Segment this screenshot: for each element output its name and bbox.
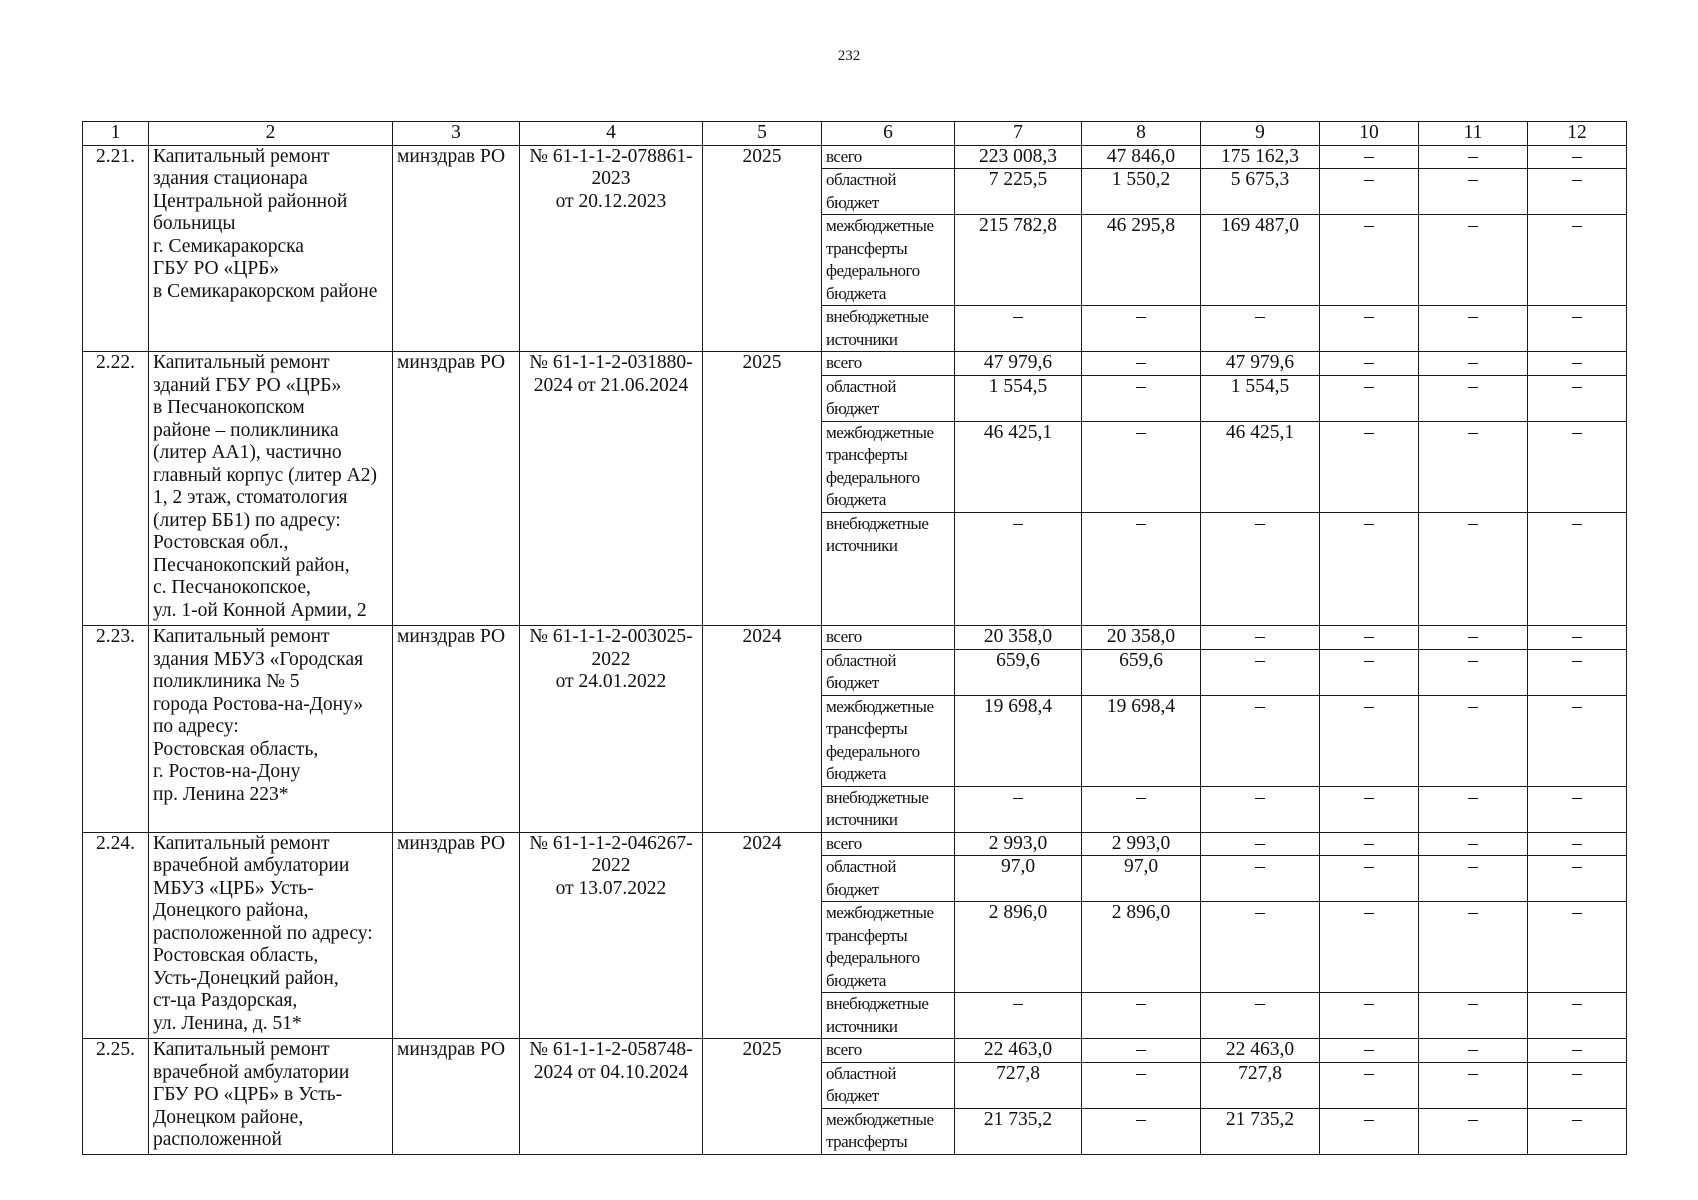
- responsible-executor: минздрав РО: [393, 352, 520, 626]
- amount-cell: –: [1320, 169, 1419, 215]
- funding-row: [83, 1039, 1627, 1063]
- amount-cell: 19 698,4: [955, 695, 1082, 786]
- amount-cell: 22 463,0: [1201, 1039, 1320, 1063]
- amount-cell: –: [1528, 626, 1627, 650]
- item-number: 2.24.: [83, 832, 149, 1039]
- amount-cell: –: [1419, 832, 1528, 856]
- column-number: 6: [822, 122, 955, 146]
- funding-row: [83, 832, 1627, 856]
- amount-cell: –: [955, 512, 1082, 626]
- amount-cell: 21 735,2: [955, 1108, 1082, 1154]
- amount-cell: 97,0: [1082, 856, 1201, 902]
- amount-cell: 46 425,1: [1201, 421, 1320, 512]
- amount-cell: –: [1320, 1062, 1419, 1108]
- amount-cell: –: [1419, 169, 1528, 215]
- amount-cell: –: [1201, 902, 1320, 993]
- amount-cell: –: [1082, 375, 1201, 421]
- column-number: 10: [1320, 122, 1419, 146]
- amount-cell: –: [1419, 786, 1528, 832]
- amount-cell: –: [1528, 832, 1627, 856]
- amount-cell: –: [1419, 695, 1528, 786]
- amount-cell: 1 550,2: [1082, 169, 1201, 215]
- item-number: 2.23.: [83, 626, 149, 833]
- funding-source-label: всего: [826, 833, 862, 853]
- amount-cell: –: [1528, 993, 1627, 1039]
- amount-cell: 215 782,8: [955, 215, 1082, 306]
- funding-source-label: областной бюджет: [826, 650, 896, 692]
- funding-source-label: внебюджетные источники: [826, 307, 929, 349]
- amount-cell: –: [1082, 421, 1201, 512]
- amount-cell: 223 008,3: [955, 145, 1082, 169]
- amount-cell: –: [1082, 1039, 1201, 1063]
- completion-year: 2025: [703, 1039, 822, 1155]
- amount-cell: –: [1082, 306, 1201, 352]
- amount-cell: 2 993,0: [1082, 832, 1201, 856]
- amount-cell: –: [1419, 902, 1528, 993]
- amount-cell: 20 358,0: [955, 626, 1082, 650]
- amount-cell: –: [1419, 1062, 1528, 1108]
- amount-cell: –: [1320, 626, 1419, 650]
- amount-cell: –: [1528, 1062, 1627, 1108]
- amount-cell: 7 225,5: [955, 169, 1082, 215]
- funding-source: [822, 856, 955, 902]
- funding-source: [822, 421, 955, 512]
- funding-source: [822, 512, 955, 626]
- amount-cell: –: [1320, 512, 1419, 626]
- funding-source: [822, 169, 955, 215]
- funding-source: [822, 306, 955, 352]
- funding-source: [822, 993, 955, 1039]
- amount-cell: –: [1528, 145, 1627, 169]
- amount-cell: –: [1419, 512, 1528, 626]
- amount-cell: 21 735,2: [1201, 1108, 1320, 1154]
- amount-cell: –: [1082, 512, 1201, 626]
- responsible-executor: минздрав РО: [393, 626, 520, 833]
- funding-source: [822, 145, 955, 169]
- funding-source-label: областной бюджет: [826, 376, 896, 418]
- amount-cell: –: [1419, 421, 1528, 512]
- responsible-executor: минздрав РО: [393, 832, 520, 1039]
- item-name: Капитальный ремонт врачебной амбулатории МБУЗ «ЦРБ» Усть- Донецкого района, расположенной по адресу: Ростовская область, Усть-Донецкий район, ст-ца Раздорская, ул. Ленина, д. 51*: [149, 832, 393, 1039]
- amount-cell: –: [1320, 306, 1419, 352]
- funding-source: [822, 626, 955, 650]
- amount-cell: –: [1528, 169, 1627, 215]
- column-number-row: [83, 122, 1627, 146]
- column-number: 11: [1419, 122, 1528, 146]
- column-number: 1: [83, 122, 149, 146]
- amount-cell: –: [1528, 1039, 1627, 1063]
- amount-cell: 659,6: [1082, 649, 1201, 695]
- amount-cell: 19 698,4: [1082, 695, 1201, 786]
- amount-cell: –: [1320, 856, 1419, 902]
- amount-cell: 169 487,0: [1201, 215, 1320, 306]
- amount-cell: –: [1528, 856, 1627, 902]
- amount-cell: –: [1419, 375, 1528, 421]
- page-number: 232: [837, 48, 861, 64]
- amount-cell: 727,8: [955, 1062, 1082, 1108]
- amount-cell: –: [1320, 993, 1419, 1039]
- funding-source-label: областной бюджет: [826, 170, 896, 212]
- item-name: Капитальный ремонт здания МБУЗ «Городская поликлиника № 5 города Ростова-на-Дону» по адресу: Ростовская область, г. Ростов-на-Дону пр. Ленина 223*: [149, 626, 393, 833]
- funding-source-label: межбюджетные трансферты федерального бюджета: [826, 422, 934, 509]
- amount-cell: 2 896,0: [955, 902, 1082, 993]
- funding-source: [822, 902, 955, 993]
- funding-source: [822, 375, 955, 421]
- amount-cell: –: [1419, 856, 1528, 902]
- amount-cell: –: [1419, 626, 1528, 650]
- funding-source: [822, 352, 955, 376]
- amount-cell: 2 896,0: [1082, 902, 1201, 993]
- funding-row: [83, 626, 1627, 650]
- amount-cell: –: [1528, 421, 1627, 512]
- column-number: 2: [149, 122, 393, 146]
- amount-cell: 727,8: [1201, 1062, 1320, 1108]
- amount-cell: 47 979,6: [955, 352, 1082, 376]
- amount-cell: 22 463,0: [955, 1039, 1082, 1063]
- funding-row: [83, 352, 1627, 376]
- amount-cell: –: [1201, 626, 1320, 650]
- item-number: 2.25.: [83, 1039, 149, 1155]
- amount-cell: 20 358,0: [1082, 626, 1201, 650]
- document-number: № 61-1-1-2-031880- 2024 от 21.06.2024: [520, 352, 703, 626]
- amount-cell: –: [1320, 1039, 1419, 1063]
- funding-source-label: областной бюджет: [826, 857, 896, 899]
- responsible-executor: минздрав РО: [393, 1039, 520, 1155]
- amount-cell: –: [1528, 649, 1627, 695]
- amount-cell: –: [1320, 902, 1419, 993]
- funding-source: [822, 649, 955, 695]
- amount-cell: 2 993,0: [955, 832, 1082, 856]
- funding-source: [822, 832, 955, 856]
- funding-source-label: внебюджетные источники: [826, 994, 929, 1036]
- amount-cell: 175 162,3: [1201, 145, 1320, 169]
- amount-cell: –: [1320, 695, 1419, 786]
- funding-source-label: всего: [826, 146, 862, 166]
- amount-cell: –: [1320, 215, 1419, 306]
- amount-cell: –: [1528, 215, 1627, 306]
- item-number: 2.21.: [83, 145, 149, 352]
- column-number: 5: [703, 122, 822, 146]
- funding-source-label: внебюджетные источники: [826, 513, 929, 555]
- amount-cell: –: [1419, 145, 1528, 169]
- amount-cell: –: [1419, 1108, 1528, 1154]
- amount-cell: –: [1082, 993, 1201, 1039]
- amount-cell: –: [1528, 352, 1627, 376]
- completion-year: 2025: [703, 352, 822, 626]
- item-number: 2.22.: [83, 352, 149, 626]
- funding-source: [822, 1062, 955, 1108]
- funding-source-label: всего: [826, 1040, 862, 1059]
- amount-cell: –: [1201, 512, 1320, 626]
- funding-source-label: всего: [826, 627, 862, 646]
- column-number: 3: [393, 122, 520, 146]
- amount-cell: –: [1419, 1039, 1528, 1063]
- funding-row: [83, 145, 1627, 169]
- amount-cell: –: [1528, 786, 1627, 832]
- amount-cell: 46 295,8: [1082, 215, 1201, 306]
- amount-cell: –: [955, 993, 1082, 1039]
- amount-cell: –: [1419, 649, 1528, 695]
- amount-cell: –: [1528, 1108, 1627, 1154]
- column-number: 9: [1201, 122, 1320, 146]
- amount-cell: –: [1082, 1062, 1201, 1108]
- amount-cell: –: [1082, 352, 1201, 376]
- amount-cell: –: [1201, 786, 1320, 832]
- amount-cell: –: [1320, 375, 1419, 421]
- funding-source: [822, 215, 955, 306]
- funding-source-label: внебюджетные источники: [826, 787, 929, 829]
- amount-cell: –: [1419, 306, 1528, 352]
- amount-cell: –: [1528, 512, 1627, 626]
- amount-cell: 1 554,5: [1201, 375, 1320, 421]
- amount-cell: –: [1201, 649, 1320, 695]
- funding-source-label: межбюджетные трансферты: [826, 1109, 934, 1151]
- amount-cell: –: [1528, 695, 1627, 786]
- amount-cell: –: [1320, 832, 1419, 856]
- amount-cell: 46 425,1: [955, 421, 1082, 512]
- amount-cell: –: [1201, 306, 1320, 352]
- amount-cell: –: [1419, 993, 1528, 1039]
- completion-year: 2024: [703, 832, 822, 1039]
- column-number: 4: [520, 122, 703, 146]
- responsible-executor: минздрав РО: [393, 145, 520, 352]
- column-number: 12: [1528, 122, 1627, 146]
- funding-source-label: всего: [826, 353, 862, 372]
- document-number: № 61-1-1-2-078861- 2023 от 20.12.2023: [520, 145, 703, 352]
- amount-cell: 47 846,0: [1082, 145, 1201, 169]
- amount-cell: –: [1528, 306, 1627, 352]
- amount-cell: –: [1320, 786, 1419, 832]
- completion-year: 2025: [703, 145, 822, 352]
- item-name: Капитальный ремонт зданий ГБУ РО «ЦРБ» в Песчанокопском районе – поликлиника (литер АА1), частично главный корпус (литер А2) 1, 2 этаж, стоматология (литер ББ1) по адресу: Ростовская обл., Песчанокопский район, с. Песчанокопское, ул. 1-ой Конной Армии, 2: [149, 352, 393, 626]
- amount-cell: –: [1320, 1108, 1419, 1154]
- funding-source: [822, 695, 955, 786]
- item-name: Капитальный ремонт здания стационара Центральной районной больницы г. Семикаракорска ГБУ РО «ЦРБ» в Семикаракорском районе: [149, 145, 393, 352]
- funding-source: [822, 786, 955, 832]
- amount-cell: –: [1528, 375, 1627, 421]
- funding-source-label: межбюджетные трансферты федерального бюджета: [826, 903, 934, 990]
- amount-cell: –: [1201, 832, 1320, 856]
- amount-cell: 5 675,3: [1201, 169, 1320, 215]
- column-number: 8: [1082, 122, 1201, 146]
- document-number: № 61-1-1-2-058748- 2024 от 04.10.2024: [520, 1039, 703, 1155]
- capital-repair-table: [82, 121, 1627, 1155]
- amount-cell: –: [1082, 1108, 1201, 1154]
- funding-source: [822, 1108, 955, 1154]
- amount-cell: –: [1320, 421, 1419, 512]
- document-number: № 61-1-1-2-046267- 2022 от 13.07.2022: [520, 832, 703, 1039]
- amount-cell: 659,6: [955, 649, 1082, 695]
- funding-source-label: областной бюджет: [826, 1063, 896, 1105]
- item-name: Капитальный ремонт врачебной амбулатории ГБУ РО «ЦРБ» в Усть- Донецком районе, расположенной: [149, 1039, 393, 1155]
- funding-source-label: межбюджетные трансферты федерального бюджета: [826, 696, 934, 783]
- amount-cell: –: [1082, 786, 1201, 832]
- amount-cell: –: [1419, 352, 1528, 376]
- amount-cell: 47 979,6: [1201, 352, 1320, 376]
- funding-source: [822, 1039, 955, 1063]
- amount-cell: –: [1320, 145, 1419, 169]
- amount-cell: –: [1320, 649, 1419, 695]
- amount-cell: –: [1320, 352, 1419, 376]
- amount-cell: 1 554,5: [955, 375, 1082, 421]
- completion-year: 2024: [703, 626, 822, 833]
- amount-cell: –: [955, 306, 1082, 352]
- amount-cell: –: [1201, 993, 1320, 1039]
- column-number: 7: [955, 122, 1082, 146]
- amount-cell: –: [1201, 695, 1320, 786]
- amount-cell: –: [1201, 856, 1320, 902]
- document-number: № 61-1-1-2-003025- 2022 от 24.01.2022: [520, 626, 703, 833]
- amount-cell: –: [1419, 215, 1528, 306]
- funding-source-label: межбюджетные трансферты федерального бюджета: [826, 216, 934, 303]
- amount-cell: –: [1528, 902, 1627, 993]
- amount-cell: –: [955, 786, 1082, 832]
- amount-cell: 97,0: [955, 856, 1082, 902]
